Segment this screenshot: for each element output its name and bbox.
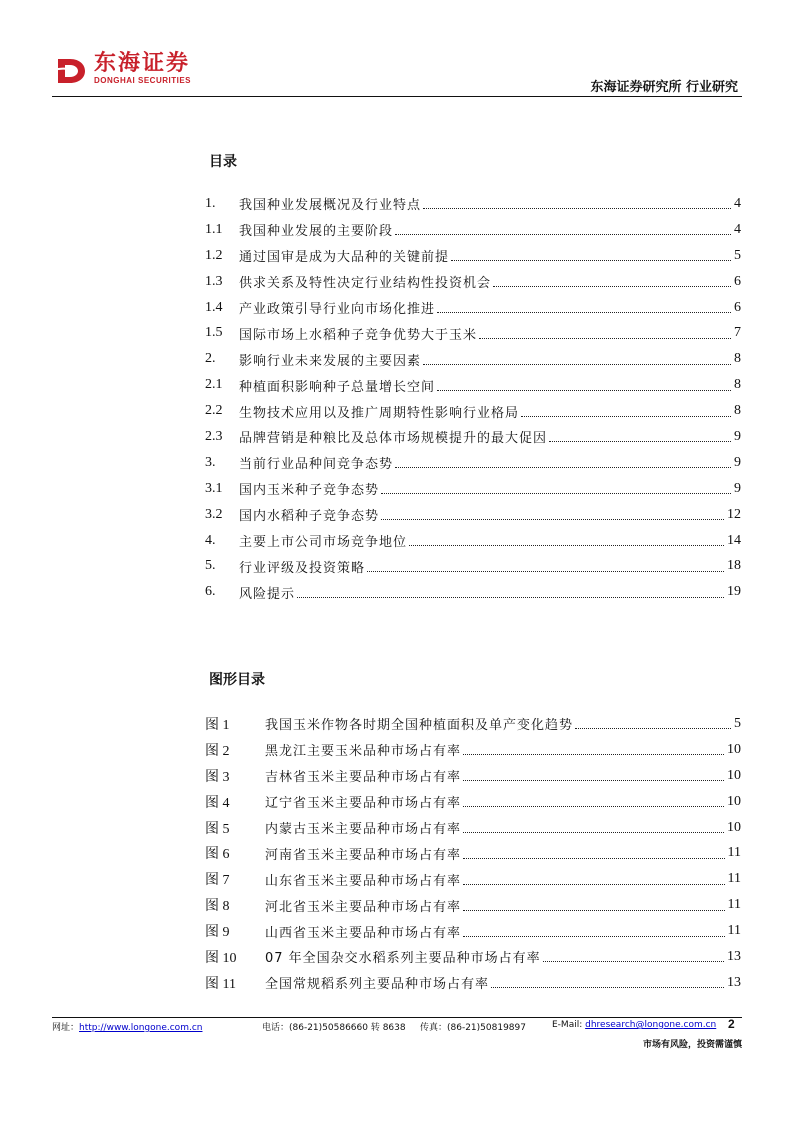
toc-entry[interactable]: [205, 269, 741, 295]
figure-entry-number: 图 9: [205, 925, 230, 941]
toc-entry-page: 18: [727, 558, 741, 574]
dot-leader: [463, 780, 724, 781]
dot-leader: [437, 390, 731, 391]
toc-entry-page: 9: [734, 428, 741, 444]
dot-leader: [409, 545, 724, 546]
header-department: 东海证券研究所 行业研究: [590, 80, 738, 95]
figure-entry-number: 图 1: [205, 717, 230, 733]
toc-entry-page: 9: [734, 454, 741, 470]
toc-entry[interactable]: [205, 191, 741, 217]
figure-entry-title: 河北省玉米主要品种市场占有率: [265, 899, 462, 915]
dot-leader: [463, 858, 725, 859]
footer-website: [52, 1020, 202, 1033]
toc-entry-number: 1.5: [205, 325, 223, 341]
figure-entry-page: 5: [734, 715, 741, 731]
figure-entry-number: 图 4: [205, 795, 230, 811]
toc-entry-page: 9: [734, 480, 741, 496]
donghai-logo-icon: [52, 56, 88, 86]
figure-toc-list: [205, 711, 741, 996]
figure-entry-page: 10: [727, 767, 741, 783]
figure-entry[interactable]: [205, 789, 741, 815]
toc-entry-number: 1.3: [205, 273, 223, 289]
footer-email: [552, 1020, 716, 1030]
toc-entry-page: 5: [734, 247, 741, 263]
toc-entry-page: 14: [727, 532, 741, 548]
toc-entry-number: 2.: [205, 351, 216, 367]
dot-leader: [423, 364, 731, 365]
toc-entry[interactable]: [205, 579, 741, 605]
dot-leader: [479, 338, 731, 339]
figure-entry-number: 图 2: [205, 743, 230, 759]
footer-email-label: E-Mail:: [552, 1020, 583, 1030]
dot-leader: [437, 312, 731, 313]
toc-entry-number: 1.: [205, 195, 216, 211]
dot-leader: [543, 961, 724, 962]
risk-disclaimer: 市场有风险，投资需谨慎: [642, 1040, 742, 1050]
toc-entry[interactable]: [205, 424, 741, 450]
toc-entry-title: 当前行业品种间竞争态势: [239, 457, 394, 473]
toc-entry[interactable]: [205, 372, 741, 398]
figure-entry[interactable]: [205, 763, 741, 789]
email-link[interactable]: dhresearch@longone.com.cn: [585, 1020, 717, 1030]
figure-entry[interactable]: [205, 737, 741, 763]
figure-entry-number: 图 5: [205, 821, 230, 837]
toc-entry-page: 4: [734, 195, 741, 211]
figure-entry[interactable]: [205, 918, 741, 944]
toc-entry-title: 影响行业未来发展的主要因素: [239, 353, 422, 369]
toc-entry[interactable]: [205, 320, 741, 346]
toc-entry-title: 种植面积影响种子总量增长空间: [239, 379, 436, 395]
toc-entry-title: 通过国审是成为大品种的关键前提: [239, 250, 450, 266]
toc-entry-number: 2.1: [205, 377, 223, 393]
footer-fax: 传真：(86-21)50819897: [420, 1023, 526, 1033]
toc-entry-title: 产业政策引导行业向市场化推进: [239, 302, 436, 317]
company-logo: [52, 52, 191, 86]
figure-entry-page: 11: [727, 845, 741, 861]
toc-entry-page: 12: [727, 506, 741, 522]
dot-leader: [367, 571, 724, 572]
figure-entry-page: 10: [727, 819, 741, 835]
dot-leader: [395, 467, 731, 468]
toc-entry-page: 7: [734, 325, 741, 341]
footer-website-label: 网址：: [52, 1023, 80, 1033]
toc-entry-page: 8: [734, 403, 741, 419]
toc-entry[interactable]: [205, 553, 741, 579]
figure-entry-number: 图 7: [205, 873, 230, 889]
dot-leader: [575, 728, 731, 729]
toc-entry[interactable]: [205, 346, 741, 372]
figure-entry-number: 图 10: [205, 950, 237, 966]
figure-entry-page: 13: [727, 948, 741, 964]
toc-entry-page: 4: [734, 221, 741, 237]
toc-entry[interactable]: [205, 502, 741, 528]
dot-leader: [423, 208, 731, 209]
figure-entry-title: 我国玉米作物各时期全国种植面积及单产变化趋势: [265, 718, 574, 734]
toc-entry-title: 生物技术应用以及推广周期特性影响行业格局: [239, 405, 520, 421]
toc-entry-number: 6.: [205, 584, 216, 600]
toc-entry-number: 4.: [205, 532, 216, 548]
toc-entry[interactable]: [205, 450, 741, 476]
toc-entry[interactable]: [205, 476, 741, 502]
figure-entry[interactable]: [205, 892, 741, 918]
figure-entry-title: 黑龙江主要玉米品种市场占有率: [265, 744, 462, 760]
website-link[interactable]: http://www.longone.com.cn: [79, 1023, 203, 1033]
toc-entry-title: 我国种业发展的主要阶段: [239, 224, 394, 240]
figure-entry-title: 山东省玉米主要品种市场占有率: [265, 873, 462, 889]
toc-entry-title: 风险提示: [239, 586, 296, 602]
toc-entry-number: 5.: [205, 558, 216, 574]
dot-leader: [491, 987, 724, 988]
toc-list: [205, 191, 741, 605]
dot-leader: [463, 806, 724, 807]
page-header: [52, 52, 740, 96]
figure-entry-title: 全国常规稻系列主要品种市场占有率: [265, 977, 490, 993]
toc-entry-title: 国际市场上水稻种子竞争优势大于玉米: [239, 327, 478, 343]
logo-chinese-name: 东海证券: [94, 51, 191, 76]
figure-entry[interactable]: [205, 944, 741, 970]
toc-entry[interactable]: [205, 528, 741, 554]
toc-entry-number: 1.1: [205, 221, 223, 237]
toc-entry-title: 国内玉米种子竞争态势: [239, 483, 380, 499]
toc-entry[interactable]: [205, 217, 741, 243]
toc-entry-title: 主要上市公司市场竞争地位: [239, 535, 408, 551]
figure-entry-page: 10: [727, 793, 741, 809]
dot-leader: [463, 832, 724, 833]
toc-entry-page: 6: [734, 273, 741, 289]
figure-entry-page: 10: [727, 741, 741, 757]
figure-entry[interactable]: [205, 866, 741, 892]
dot-leader: [395, 234, 731, 235]
toc-entry-page: 19: [727, 584, 741, 600]
toc-entry-number: 3.2: [205, 506, 223, 522]
toc-entry[interactable]: [205, 398, 741, 424]
figure-entry-title: 吉林省玉米主要品种市场占有率: [265, 770, 462, 786]
figure-entry-number: 图 6: [205, 847, 230, 863]
dot-leader: [451, 260, 731, 261]
figure-entry-number: 图 11: [205, 976, 236, 992]
dot-leader: [463, 936, 725, 937]
footer-divider: [52, 1017, 742, 1018]
figure-entry[interactable]: [205, 970, 741, 996]
figure-entry-title: 07 年全国杂交水稻系列主要品种市场占有率: [265, 951, 541, 967]
toc-entry-title: 供求关系及特性决定行业结构性投资机会: [239, 276, 492, 292]
dot-leader: [463, 910, 725, 911]
figure-entry-page: 11: [727, 923, 741, 939]
figure-entry[interactable]: [205, 840, 741, 866]
toc-entry-page: 6: [734, 299, 741, 315]
figure-entry-page: 11: [727, 871, 741, 887]
figure-entry[interactable]: [205, 815, 741, 841]
figure-entry-number: 图 8: [205, 899, 230, 915]
toc-entry-number: 1.4: [205, 299, 223, 315]
figure-entry-page: 11: [727, 897, 741, 913]
dot-leader: [381, 493, 731, 494]
footer-phone: 电话：(86-21)50586660 转 8638: [262, 1023, 406, 1033]
figure-entry-title: 河南省玉米主要品种市场占有率: [265, 847, 462, 863]
figure-entry-title: 山西省玉米主要品种市场占有率: [265, 925, 462, 941]
toc-entry-title: 行业评级及投资策略: [239, 560, 366, 576]
figure-entry[interactable]: [205, 711, 741, 737]
dot-leader: [297, 597, 724, 598]
dot-leader: [463, 754, 724, 755]
toc-title: 目录: [209, 154, 237, 170]
logo-english-name: DONGHAI SECURITIES: [94, 76, 192, 85]
toc-entry-number: 1.2: [205, 247, 223, 263]
figure-entry-title: 辽宁省玉米主要品种市场占有率: [265, 796, 462, 812]
toc-entry[interactable]: [205, 295, 741, 321]
figure-entry-title: 内蒙古玉米主要品种市场占有率: [265, 822, 462, 837]
figure-entry-page: 13: [727, 974, 741, 990]
toc-entry[interactable]: [205, 243, 741, 269]
dot-leader: [463, 884, 725, 885]
page-number: 2: [728, 1017, 735, 1031]
figure-entry-number: 图 3: [205, 769, 230, 785]
toc-entry-page: 8: [734, 377, 741, 393]
toc-entry-number: 2.2: [205, 403, 223, 419]
toc-entry-title: 国内水稻种子竞争态势: [239, 509, 380, 525]
dot-leader: [521, 416, 731, 417]
dot-leader: [493, 286, 731, 287]
toc-entry-number: 3.1: [205, 480, 223, 496]
header-divider: [52, 96, 742, 97]
figure-toc-title: 图形目录: [209, 672, 265, 688]
dot-leader: [381, 519, 724, 520]
toc-entry-number: 3.: [205, 454, 216, 470]
toc-entry-title: 品牌营销是种粮比及总体市场规模提升的最大促因: [239, 431, 548, 447]
toc-entry-title: 我国种业发展概况及行业特点: [239, 198, 422, 214]
dot-leader: [549, 441, 731, 442]
toc-entry-page: 8: [734, 351, 741, 367]
toc-entry-number: 2.3: [205, 428, 223, 444]
